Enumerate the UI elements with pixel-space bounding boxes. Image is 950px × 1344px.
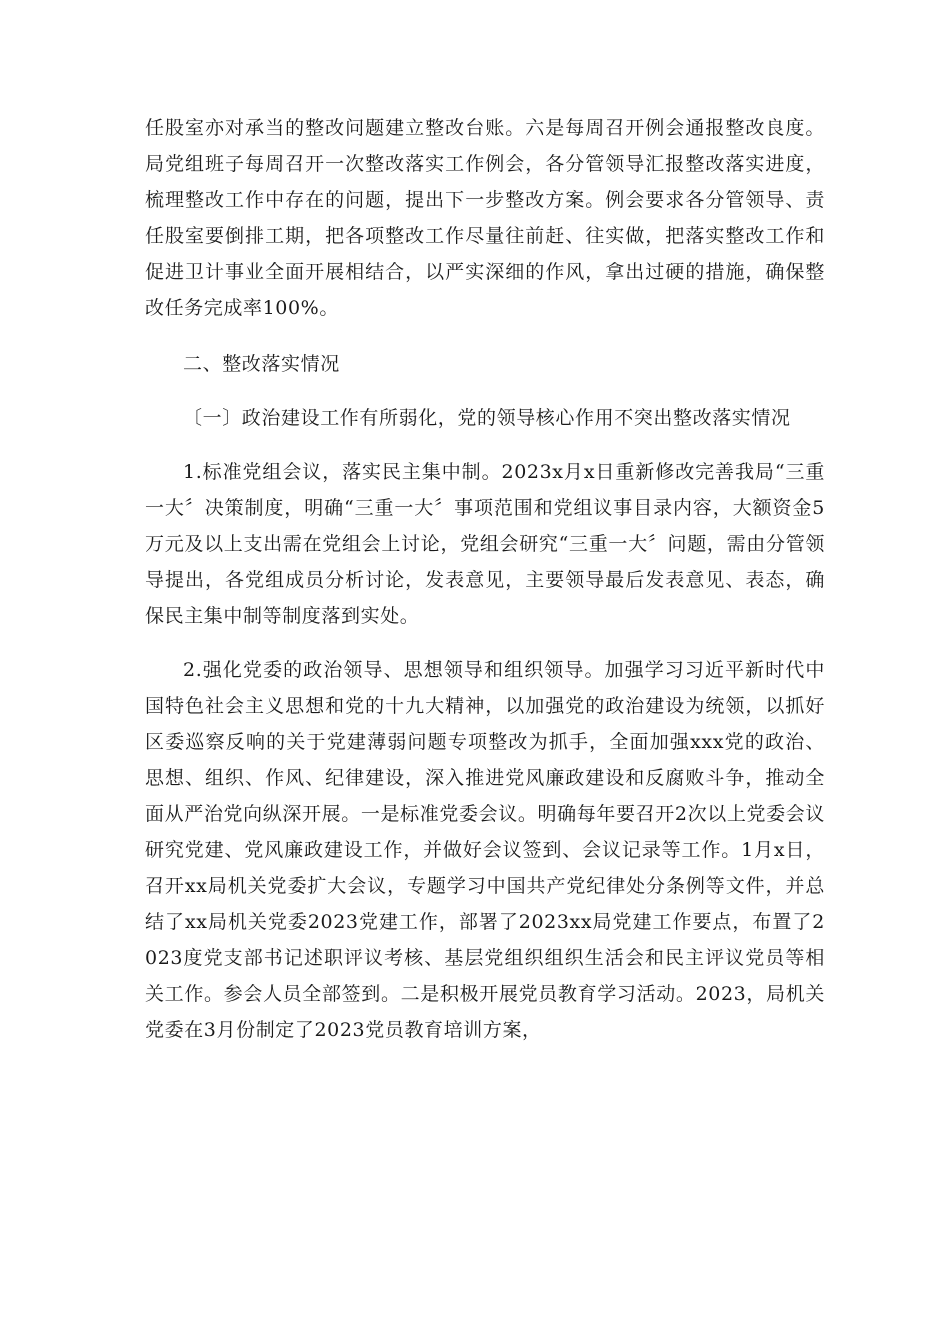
paragraph-item-1: 1.标准党组会议，落实民主集中制。2023x月x日重新修改完善我局“三重一大〞决策制度，明确“三重一大〞事项范围和党组议事目录内容，大额资金5万元及以上支出需在党组会上讨论，党组会研究“三重一大〞问题，需由分管领导提出，各党组成员分析讨论，发表意见，主要领导最后发表意见、表态，确保民主集中制等制度落到实处。 xyxy=(145,461,825,627)
document-page xyxy=(145,110,825,1066)
subsection-heading: 〔一〕政治建设工作有所弱化，党的领导核心作用不突出整改落实情况 xyxy=(183,407,791,429)
paragraph-continuation: 任股室亦对承当的整改问题建立整改台账。六是每周召开例会通报整改良度。局党组班子每周召开一次整改落实工作例会，各分管领导汇报整改落实进度，梳理整改工作中存在的问题，提出下一步整改方案。例会要求各分管领导、责任股室要倒排工期，把各项整改工作尽量往前赶、往实做，把落实整改工作和促进卫计事业全面开展相结合，以严实深细的作风，拿出过硬的措施，确保整改任务完成率100%。 xyxy=(145,117,825,319)
section-heading: 二、整改落实情况 xyxy=(183,353,340,375)
paragraph-item-2: 2.强化党委的政治领导、思想领导和组织领导。加强学习习近平新时代中国特色社会主义思想和党的十九大精神，以加强党的政治建设为统领，以抓好区委巡察反响的关于党建薄弱问题专项整改为抓手，全面加强xxx党的政治、思想、组织、作风、纪律建设，深入推进党风廉政建设和反腐败斗争，推动全面从严治党向纵深开展。一是标准党委会议。明确每年要召开2次以上党委会议研究党建、党风廉政建设工作，并做好会议签到、会议记录等工作。1月x日，召开xx局机关党委扩大会议，专题学习中国共产党纪律处分条例等文件，并总结了xx局机关党委2023党建工作，部署了2023xx局党建工作要点，布置了2023度党支部书记述职评议考核、基层党组织组织生活会和民主评议党员等相关工作。参会人员全部签到。二是积极开展党员教育学习活动。2023，局机关党委在3月份制定了2023党员教育培训方案， xyxy=(145,659,825,1041)
